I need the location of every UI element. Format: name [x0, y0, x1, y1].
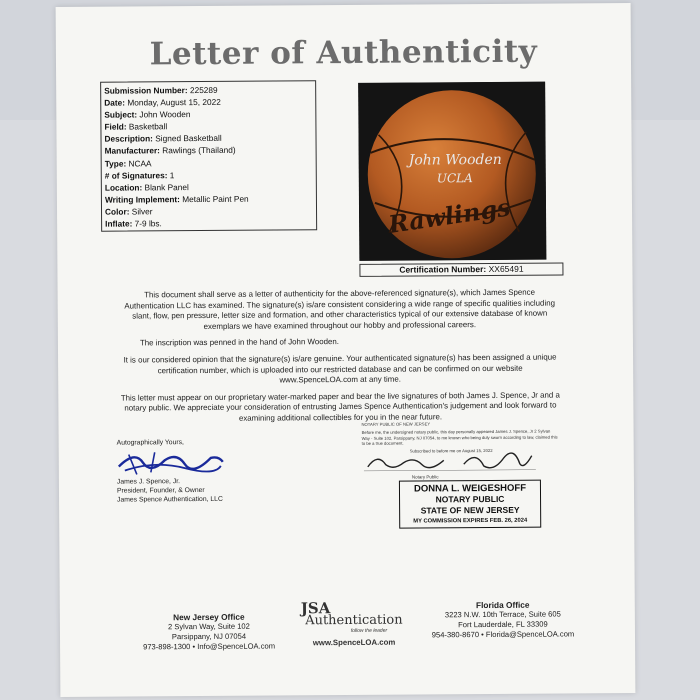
submission-value: NCAA [128, 157, 152, 169]
submission-key: Subject: [104, 109, 138, 120]
submission-value: Silver [131, 206, 153, 217]
stamp-state: STATE OF NEW JERSEY [420, 504, 520, 516]
cert-label: Certification Number: [399, 264, 487, 275]
nj-office-line2: Parsippany, NJ 07054 [171, 631, 247, 642]
signature-line2: UCLA [436, 171, 473, 186]
submission-value: Metallic Paint Pen [182, 193, 249, 204]
submission-key: Color: [104, 206, 130, 217]
paragraph-4: This letter must appear on our proprietary water-marked paper and bear the live signatures of both James J. Spence, Jr and a notary public. We appreciate your consideration of entrusting James Spence Authentication's judgement and look forward to examining additional collectibles for you in the near future. [120, 390, 560, 423]
signer-block [111, 437, 281, 504]
submission-key: Type: [104, 158, 127, 169]
stamp-name: DONNA L. WEIGESHOFF [413, 482, 527, 495]
notary-subscribed: Subscribed to before me on August 15, 2022 [409, 447, 493, 454]
signer-name: James J. Spence, Jr. [116, 478, 181, 486]
logo-jsa: JSA [300, 599, 331, 618]
submission-key: Inflate: [105, 218, 133, 229]
submission-key: Writing Implement: [104, 193, 180, 205]
logo-tagline: follow the leader [350, 627, 388, 634]
paragraph-3: It is our considered opinion that the signature(s) is/are genuine. Your authenticated signature(s) has been assigned a unique certification number, which is uploaded into our restricted database and can be confirmed on our website www.SpenceLOA.com at any time. [123, 352, 557, 385]
submission-key: Location: [104, 182, 143, 193]
paragraph-2: The inscription was penned in the hand of John Wooden. [139, 337, 339, 348]
notary-heading: NOTARY PUBLIC OF NEW JERSEY [361, 421, 431, 427]
nj-office [134, 611, 284, 652]
notary-sig-label: Notary Public [411, 474, 439, 480]
submission-value: John Wooden [139, 109, 191, 120]
submission-value: Signed Basketball [155, 133, 222, 144]
nj-office-heading: New Jersey Office [173, 611, 245, 623]
notary-signature [364, 444, 539, 475]
letter-body [120, 288, 561, 432]
submission-value: 7-9 lbs. [134, 218, 162, 229]
submission-value: Blank Panel [144, 181, 189, 193]
fl-office-line1: 3223 N.W. 10th Terrace, Suite 605 [444, 609, 561, 620]
submission-value: Basketball [128, 121, 168, 132]
submission-value: 225289 [189, 84, 218, 96]
submission-key: Description: [104, 133, 153, 145]
signer-company: James Spence Authentication, LLC [117, 495, 223, 504]
submission-details [100, 80, 317, 232]
submission-row [105, 216, 313, 230]
page-title: Letter of Authenticity [149, 33, 538, 73]
paragraph-1: This document shall serve as a letter of authenticity for the above-referenced signature(s), which James Spence Authentication LLC has examined. The signature(s) is/are consistent considering a wide range of specific qualities including slant, flow, pen pressure, letter size and formation, and other characteristics typical of our extensive database of known exemplars we have examined throughout our hobby and professional careers. [124, 287, 555, 331]
nj-office-line3: 973-898-1300 • Info@SpenceLOA.com [143, 641, 276, 652]
jsa-logo [299, 599, 409, 648]
signer-role: President, Founder, & Owner [116, 486, 205, 495]
submission-key: # of Signatures: [104, 169, 168, 181]
notary-text: Before me, the undersigned notary public, this day personally appeared James J. Spence, Jr 2 Sylvan Way - Suite 102, Parsippany, NJ 07054, to me known who being duly sworn according to law, claimed this to be a true document. [361, 428, 558, 447]
submission-value: Rawlings (Thailand) [162, 145, 236, 156]
rawlings-logo: Rawlings [386, 192, 513, 239]
closing: Autographically Yours, [116, 439, 184, 447]
submission-key: Submission Number: [104, 85, 188, 96]
letter-page [56, 3, 636, 697]
notary-stamp [399, 480, 541, 529]
submission-key: Date: [104, 97, 126, 108]
fl-office-heading: Florida Office [475, 599, 530, 611]
basketball-image [358, 82, 546, 261]
submission-key: Field: [104, 121, 127, 132]
spence-signature [115, 446, 225, 477]
stamp-title: NOTARY PUBLIC [435, 493, 505, 505]
fl-office [418, 599, 588, 640]
submission-key: Manufacturer: [104, 145, 160, 157]
basketball-photo [358, 82, 546, 261]
certification-number [359, 262, 563, 276]
logo-url: www.SpenceLOA.com [312, 637, 396, 648]
fl-office-line2: Fort Lauderdale, FL 33309 [458, 619, 548, 630]
submission-value: 1 [169, 169, 175, 180]
submission-value: Monday, August 15, 2022 [127, 96, 221, 108]
logo-name: Authentication [305, 612, 403, 629]
signature-line1: John Wooden [408, 151, 502, 169]
cert-number: XX65491 [488, 263, 524, 274]
nj-office-line1: 2 Sylvan Way, Suite 102 [167, 621, 250, 632]
fl-office-line3: 954-380-8670 • Florida@SpenceLOA.com [431, 629, 575, 640]
stamp-expiry: MY COMMISSION EXPIRES FEB. 26, 2024 [413, 517, 528, 525]
